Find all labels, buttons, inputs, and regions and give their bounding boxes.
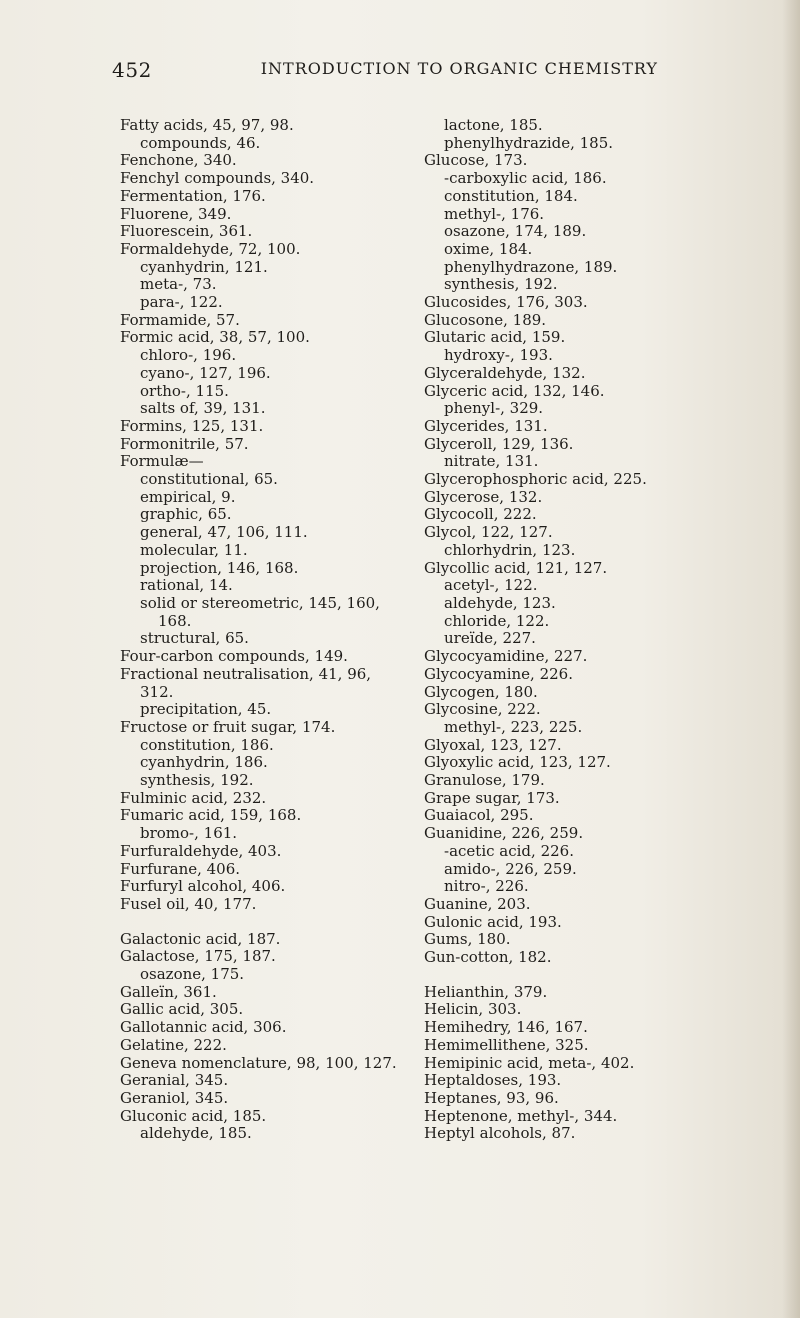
index-subentry: bromo-, 161. [140, 824, 238, 843]
index-subentry: empirical, 9. [140, 487, 236, 506]
index-entry: Formaldehyde, 72, 100. [120, 239, 301, 258]
index-entry: Heptyl alcohols, 87. [424, 1124, 576, 1143]
index-entry: Glycocoll, 222. [424, 505, 537, 524]
index-entry: Fermentation, 176. [120, 186, 266, 205]
index-subentry: -carboxylic acid, 186. [444, 169, 607, 188]
index-subentry: synthesis, 192. [444, 275, 558, 294]
index-subentry: chlorhydrin, 123. [444, 540, 576, 559]
index-entry: Gallotannic acid, 306. [120, 1018, 287, 1037]
index-column-right [424, 117, 754, 1143]
index-subentry: phenyl-, 329. [444, 399, 544, 418]
index-entry: Glycerose, 132. [424, 487, 543, 506]
index-entry: Galactonic acid, 187. [120, 929, 281, 948]
index-subentry: structural, 65. [140, 629, 249, 648]
index-entry: Glycol, 122, 127. [424, 523, 553, 542]
index-section-gap [424, 967, 754, 984]
index-entry: Glyoxylic acid, 123, 127. [424, 753, 611, 772]
page-edge-shadow [782, 0, 800, 1318]
running-title: INTRODUCTION TO ORGANIC CHEMISTRY [260, 59, 658, 78]
index-subentry: aldehyde, 185. [140, 1124, 252, 1143]
index-subentry: cyano-, 127, 196. [140, 363, 271, 382]
index-entry: Four-carbon compounds, 149. [120, 647, 348, 666]
index-subentry: lactone, 185. [444, 116, 543, 134]
index-subentry: rational, 14. [140, 576, 233, 595]
index-entry: Glycogen, 180. [424, 682, 538, 701]
index-subentry: chloro-, 196. [140, 346, 237, 365]
page-number: 452 [112, 58, 152, 82]
index-entry: Gulonic acid, 193. [424, 912, 562, 931]
index-entry: Glyceric acid, 132, 146. [424, 381, 605, 400]
index-entry: Glycocyamidine, 227. [424, 647, 588, 666]
index-entry: Fatty acids, 45, 97, 98. [120, 116, 294, 134]
index-subentry: hydroxy-, 193. [444, 346, 553, 365]
index-entry: Formins, 125, 131. [120, 416, 264, 435]
index-subentry: aldehyde, 123. [444, 593, 556, 612]
index-subentry: -acetic acid, 226. [444, 841, 574, 860]
index-entry: Glucosides, 176, 303. [424, 293, 588, 312]
index-entry: Helianthin, 379. [424, 982, 548, 1001]
index-subentry: methyl-, 223, 225. [444, 717, 583, 736]
index-subentry: ortho-, 115. [140, 381, 229, 400]
index-subentry: amido-, 226, 259. [444, 859, 577, 878]
index-subentry: cyanhydrin, 121. [140, 257, 268, 276]
index-entry: Fumaric acid, 159, 168. [120, 806, 302, 825]
index-subentry: 312. [140, 682, 174, 701]
index-subentry: nitrate, 131. [444, 452, 539, 471]
index-subentry: 168. [158, 611, 192, 630]
index-subentry: general, 47, 106, 111. [140, 523, 308, 542]
index-subentry: phenylhydrazide, 185. [444, 133, 614, 152]
index-entry: Gun-cotton, 182. [424, 948, 552, 967]
index-entry: Furfuryl alcohol, 406. [120, 877, 286, 896]
index-entry: Galactose, 175, 187. [120, 947, 276, 966]
index-entry: Geneva nomenclature, 98, 100, 127. [120, 1053, 397, 1072]
index-entry: Galleïn, 361. [120, 982, 217, 1001]
index-subentry: meta-, 73. [140, 275, 217, 294]
index-entry: Formamide, 57. [120, 310, 240, 329]
index-entry: Gallic acid, 305. [120, 1000, 244, 1019]
index-column-left [120, 117, 450, 1143]
index-entry: Gluconic acid, 185. [120, 1106, 267, 1125]
index-entry: Fluorene, 349. [120, 204, 232, 223]
index-entry: Geranial, 345. [120, 1071, 229, 1090]
index-subentry: graphic, 65. [140, 505, 232, 524]
index-subentry: acetyl-, 122. [444, 576, 538, 595]
index-subentry: ureïde, 227. [444, 629, 536, 648]
index-entry: Fructose or fruit sugar, 174. [120, 717, 336, 736]
index-subentry: osazone, 175. [140, 965, 245, 984]
index-subentry: constitution, 186. [140, 735, 274, 754]
index-subentry: cyanhydrin, 186. [140, 753, 268, 772]
index-entry: Glucosone, 189. [424, 310, 547, 329]
index-entry: Guaiacol, 295. [424, 806, 534, 825]
index-entry: Furfuraldehyde, 403. [120, 841, 282, 860]
index-entry: Furfurane, 406. [120, 859, 241, 878]
index-entry: Formonitrile, 57. [120, 434, 249, 453]
index-entry: Glycosine, 222. [424, 700, 541, 719]
index-entry: Heptenone, methyl-, 344. [424, 1106, 618, 1125]
index-entry: Glycocyamine, 226. [424, 664, 573, 683]
index-entry: Grape sugar, 173. [424, 788, 560, 807]
index-subentry: constitution, 184. [444, 186, 578, 205]
index-entry: Glycerides, 131. [424, 416, 548, 435]
index-entry: Fluorescein, 361. [120, 222, 253, 241]
index-entry: Glutaric acid, 159. [424, 328, 566, 347]
index-entry: Fenchone, 340. [120, 151, 237, 170]
index-entry: Glycollic acid, 121, 127. [424, 558, 608, 577]
index-entry: Heptanes, 93, 96. [424, 1088, 559, 1107]
index-subentry: salts of, 39, 131. [140, 399, 266, 418]
index-entry: Fractional neutralisation, 41, 96, [120, 664, 372, 683]
index-entry: Hemimellithene, 325. [424, 1035, 589, 1054]
index-subentry: chloride, 122. [444, 611, 550, 630]
index-entry: Glucose, 173. [424, 151, 528, 170]
page-header [112, 58, 658, 82]
index-entry: Glyoxal, 123, 127. [424, 735, 562, 754]
index-entry: Hemihedry, 146, 167. [424, 1018, 588, 1037]
index-subentry: molecular, 11. [140, 540, 248, 559]
index-entry: Gums, 180. [424, 930, 511, 949]
index-entry: Glyceraldehyde, 132. [424, 363, 586, 382]
index-entry: Glycerophosphoric acid, 225. [424, 470, 647, 489]
index-entry: Guanidine, 226, 259. [424, 824, 584, 843]
index-subentry: nitro-, 226. [444, 877, 529, 896]
index-subentry: synthesis, 192. [140, 771, 254, 790]
index-entry: Heptaldoses, 193. [424, 1071, 562, 1090]
index-subentry: precipitation, 45. [140, 700, 272, 719]
index-subentry: constitutional, 65. [140, 470, 278, 489]
index-entry: Gelatine, 222. [120, 1035, 227, 1054]
index-entry: Geraniol, 345. [120, 1088, 229, 1107]
index-subentry: para-, 122. [140, 293, 223, 312]
index-entry: Granulose, 179. [424, 771, 545, 790]
index-entry: Glyceroll, 129, 136. [424, 434, 574, 453]
index-entry: Helicin, 303. [424, 1000, 522, 1019]
index-entry: Fulminic acid, 232. [120, 788, 267, 807]
index-subentry: solid or stereometric, 145, 160, [140, 593, 380, 612]
index-entry: Hemipinic acid, meta-, 402. [424, 1053, 635, 1072]
index-entry: Fusel oil, 40, 177. [120, 894, 257, 913]
index-subentry: methyl-, 176. [444, 204, 545, 223]
index-entry: Formulæ— [120, 452, 204, 471]
index-subentry: osazone, 174, 189. [444, 222, 587, 241]
index-entry: Fenchyl compounds, 340. [120, 169, 315, 188]
index-subentry: phenylhydrazone, 189. [444, 257, 618, 276]
index-subentry: oxime, 184. [444, 239, 533, 258]
index-subentry: compounds, 46. [140, 133, 261, 152]
index-subentry: projection, 146, 168. [140, 558, 299, 577]
index-entry: Formic acid, 38, 57, 100. [120, 328, 310, 347]
index-entry: Guanine, 203. [424, 894, 531, 913]
index-section-gap [120, 914, 450, 931]
